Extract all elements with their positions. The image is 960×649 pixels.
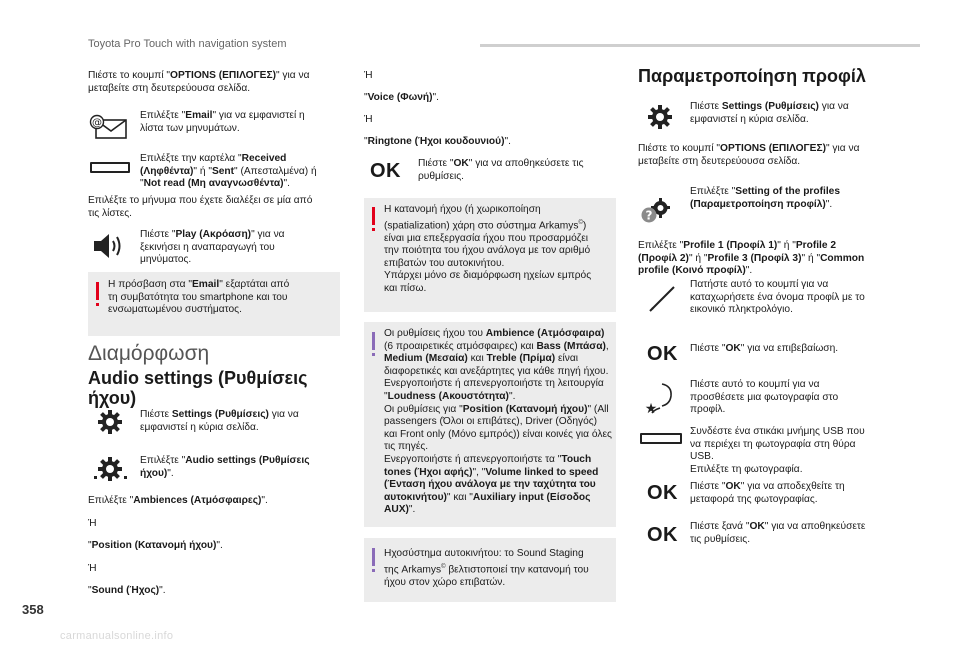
speaker-icon [92,232,126,260]
options-paragraph: Πιέστε το κουμπί "OPTIONS (ΕΠΙΛΟΓΕΣ)" για να μεταβείτε στη δευτερεύουσα σελίδα. [638,143,860,167]
settings-paragraph: Πιέστε Settings (Ρυθμίσεις) για να εμφανιστεί η κύρια σελίδα. [690,101,849,125]
ambiences-line: Επιλέξτε "Ambiences (Ατμόσφαιρες)". [88,495,268,506]
tab-icon [90,162,130,173]
play-paragraph: Πιέστε "Play (Ακρόαση)" για να ξεκινήσει η αναπαραγωγή του μηνύματος. [140,229,285,266]
pencil-icon [648,283,678,313]
tab-paragraph: Επιλέξτε την καρτέλα "Received (Ληφθέντα)" ή "Sent" (Απεσταλμένα) ή "Not read (Μη αναγνωσθέντα)". [140,153,317,190]
or-text: Ή [88,563,97,574]
info-text: Ηχοσύστημα αυτοκινήτου: το Sound Staging της Arkamys© βελτιστοποιεί την κατανομή του ήχου στον χώρο επιβατών. [384,548,589,588]
ok-icon: OK [647,482,678,504]
warning-text: Η πρόσβαση στα "Email" εξαρτάται από τη συμβατότητα του smartphone και του ενσωματωμένου συστήματος. [108,279,290,316]
add-photo-icon [642,380,678,416]
add-photo-paragraph: Πιέστε αυτό το κουμπί για να προσθέσετε μια φωτογραφία στο προφίλ. [690,379,839,416]
info-mark [372,548,375,566]
or-text: Ή [364,70,373,81]
profile-section-title: Παραμετροποίηση προφίλ [638,66,866,86]
or-text: Ή [364,114,373,125]
ok-save-paragraph: Πιέστε ξανά "OK" για να αποθηκεύσετε τις ρυθμίσεις. [690,521,866,545]
settings-paragraph: Πιέστε Settings (Ρυθμίσεις) για να εμφανιστεί η κύρια σελίδα. [140,409,299,433]
profiles-paragraph: Επιλέξτε "Setting of the profiles (Παραμετροποίηση προφίλ)". [690,186,841,210]
svg-text:★: ★ [644,401,658,416]
ok-paragraph: Πιέστε "OK" για να αποθηκεύσετε τις ρυθμίσεις. [418,158,584,182]
gear-icon [98,410,122,434]
info-box-audio [364,322,616,527]
section-title: Διαμόρφωση [88,342,210,365]
position-line: "Position (Κατανομή ήχου)". [88,540,223,551]
warning-mark [372,207,375,225]
gear-icon [648,105,672,129]
ringtone-line: "Ringtone (Ήχοι κουδουνιού)". [364,136,511,147]
ok-confirm-line: Πιέστε "OK" για να επιβεβαίωση. [690,343,839,354]
warning-mark [96,282,99,300]
warning-text: Η κατανομή ήχου (ή χωρικοποίηση (spatialization) χάρη στο σύστημα Arkamys©) είναι μια επεξεργασία ήχου που προσαρμόζει την ποιότητα του ήχου ανάλογα με τον αριθμό επιβατών του αυτοκινήτου. Υπάρχει μόνο σε διαμόρφωση ηχείων εμπρός και πίσω. [384,204,592,294]
page-number: 358 [22,602,44,617]
warning-box-email [88,272,340,336]
email-icon [88,114,128,140]
ok-icon: OK [370,160,401,182]
footer-watermark: carmanualsonline.info [60,630,174,642]
usb-paragraph: Συνδέστε ένα στικάκι μνήμης USB που να περιέχει τη φωτογραφία στη θύρα USB. Επιλέξτε τη φωτογραφία. [690,426,865,475]
running-header: Toyota Pro Touch with navigation system [88,38,287,50]
audio-settings-icon [94,456,128,482]
warning-box-spatialization [364,198,616,312]
info-mark [372,332,375,350]
or-text: Ή [88,518,97,529]
choose-profile-paragraph: Επιλέξτε "Profile 1 (Προφίλ 1)" ή "Profile 2 (Προφίλ 2)" ή "Profile 3 (Προφίλ 3)" ή "Common profile (Κοινό προφίλ)". [638,240,865,277]
ok-accept-paragraph: Πιέστε "OK" για να αποδεχθείτε τη μεταφορά της φωτογραφίας. [690,481,845,505]
info-text: Οι ρυθμίσεις ήχου του Ambience (Ατμόσφαιρα) (6 προαιρετικές ατμόσφαιρες) και Bass (Μπάσα), Medium (Μεσαία) και Treble (Πρίμα) είναι διαφορετικές και ανεξάρτητες για κάθε πηγή ήχου. Ενεργοποιήστε ή απενεργοποιήστε τη λειτουργία "Loudness (Ακουστότητα)". Οι ρυθμίσεις για "Position (Κατανομή ήχου)" (All passengers (Όλοι οι επιβάτες), Driver (Οδηγός) και Front only (Μόνο εμπρός)) είναι κοινές για όλες τις πηγές. Ενεργοποιήστε ή απενεργοποιήστε τα "Touch tones (Ήχοι αφής)", "Volume linked to speed (Ένταση ήχου ανάλογα με την ταχύτητα του αυτοκινήτου)" και "Auxiliary input (Είσοδος AUX)". [384,328,612,516]
profile-settings-icon [640,196,674,226]
profile-name-paragraph: Πατήστε αυτό το κουμπί για να καταχωρήσετε ένα όνομα προφίλ με το εικονικό πληκτρολόγιο. [690,279,865,316]
usb-bar-icon [640,433,682,444]
info-box-sound-staging [364,538,616,602]
audio-settings-paragraph: Επιλέξτε "Audio settings (Ρυθμίσεις ήχου)". [140,455,310,479]
svg-text:?: ? [645,208,653,223]
email-paragraph: Επιλέξτε "Email" για να εμφανιστεί η λίστα των μηνυμάτων. [140,110,305,134]
sound-line: "Sound (Ήχος)". [88,585,166,596]
svg-text:@: @ [92,117,102,129]
voice-line: "Voice (Φωνή)". [364,92,439,103]
choose-message-paragraph: Επιλέξτε το μήνυμα που έχετε διαλέξει σε μία από τις λίστες. [88,195,313,219]
ok-icon: OK [647,343,678,365]
header-rule [480,44,920,47]
ok-icon: OK [647,524,678,546]
audio-settings-title: Audio settings (Ρυθμίσεις ήχου) [88,368,308,408]
options-paragraph: Πιέστε το κουμπί "OPTIONS (ΕΠΙΛΟΓΕΣ)" για να μεταβείτε στη δευτερεύουσα σελίδα. [88,70,310,94]
